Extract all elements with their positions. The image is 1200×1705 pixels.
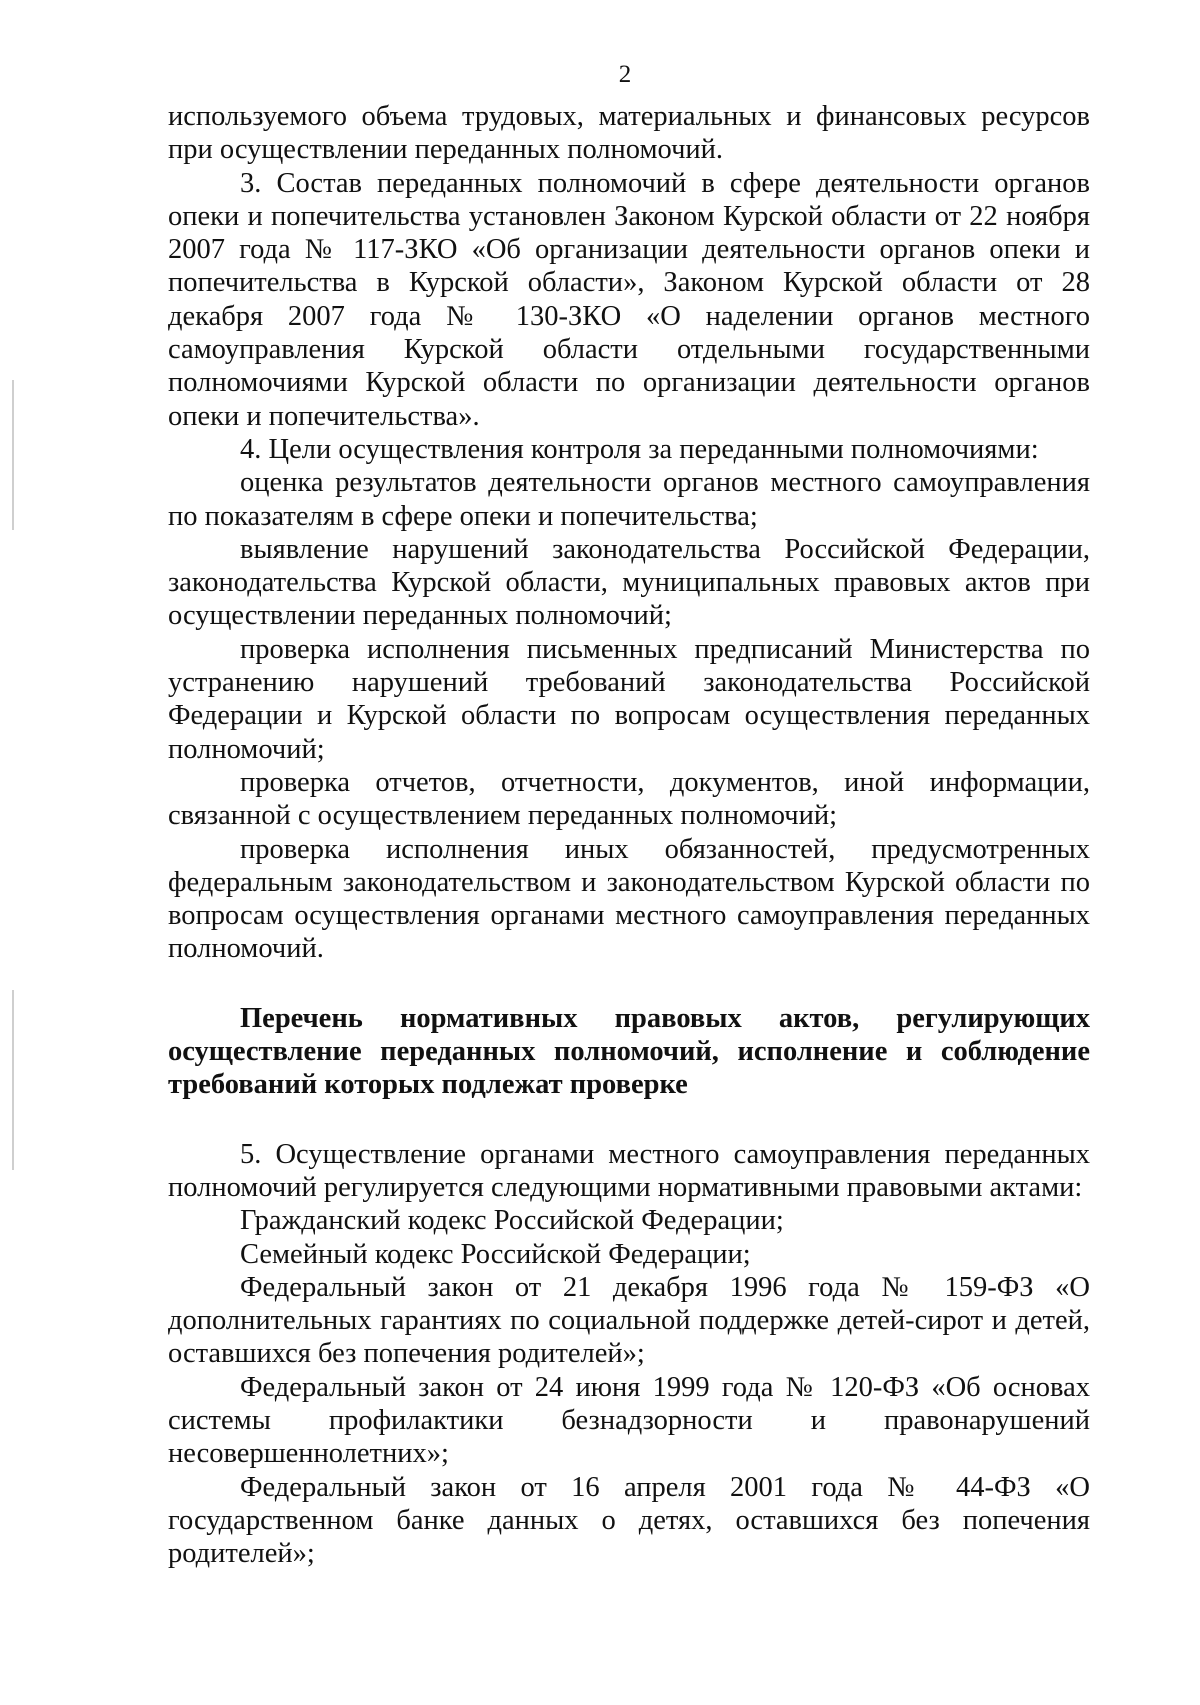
- paragraph: проверка исполнения иных обязанностей, предусмотренных федеральным законодательством и законодательством Курской области по вопросам осуществления органами местного самоуправления переданных полномочий.: [168, 833, 1090, 965]
- page-number: 2: [618, 61, 632, 88]
- paragraph: Семейный кодекс Российской Федерации;: [240, 1238, 751, 1270]
- paragraph: используемого объема трудовых, материальных и финансовых ресурсов при осуществлении переданных полномочий.: [168, 101, 1090, 166]
- section-heading: Перечень нормативных правовых актов, регулирующих осуществление переданных полномочий, исполнение и соблюдение требований которых подлежат проверке: [168, 1002, 1090, 1101]
- paragraph: Федеральный закон от 24 июня 1999 года № 120-ФЗ «Об основах системы профилактики безнадзорности и правонарушений несовершеннолетних»;: [168, 1371, 1090, 1470]
- paragraph: выявление нарушений законодательства Российской Федерации, законодательства Курской области, муниципальных правовых актов при осуществлении переданных полномочий;: [168, 533, 1090, 632]
- paragraph: 5. Осуществление органами местного самоуправления переданных полномочий регулируется следующими нормативными правовыми актами:: [168, 1138, 1090, 1203]
- scan-edge-mark: [12, 990, 14, 1170]
- scan-edge-mark: [12, 380, 14, 530]
- document-body: [168, 100, 1090, 1570]
- paragraph: 3. Состав переданных полномочий в сфере деятельности органов опеки и попечительства установлен Законом Курской области от 22 ноября 2007 года № 117-ЗКО «Об организации деятельности органов опеки и попечительства в Курской области», Законом Курской области от 28 декабря 2007 года № 130-ЗКО «О наделении органов местного самоуправления Курской области отдельными государственными полномочиями Курской области по организации деятельности органов опеки и попечительства».: [168, 167, 1090, 432]
- paragraph: Гражданский кодекс Российской Федерации;: [240, 1205, 784, 1237]
- paragraph: Федеральный закон от 21 декабря 1996 года № 159-ФЗ «О дополнительных гарантиях по социальной поддержке детей-сирот и детей, оставшихся без попечения родителей»;: [168, 1271, 1090, 1370]
- paragraph: проверка отчетов, отчетности, документов, иной информации, связанной с осуществлением переданных полномочий;: [168, 766, 1090, 832]
- paragraph: Федеральный закон от 16 апреля 2001 года № 44-ФЗ «О государственном банке данных о детях, оставшихся без попечения родителей»;: [168, 1471, 1090, 1570]
- paragraph: 4. Цели осуществления контроля за переданными полномочиями:: [240, 433, 1039, 465]
- paragraph: проверка исполнения письменных предписаний Министерства по устранению нарушений требований законодательства Российской Федерации и Курской области по вопросам осуществления переданных полномочий;: [168, 633, 1090, 765]
- paragraph: оценка результатов деятельности органов местного самоуправления по показателям в сфере опеки и попечительства;: [168, 467, 1090, 532]
